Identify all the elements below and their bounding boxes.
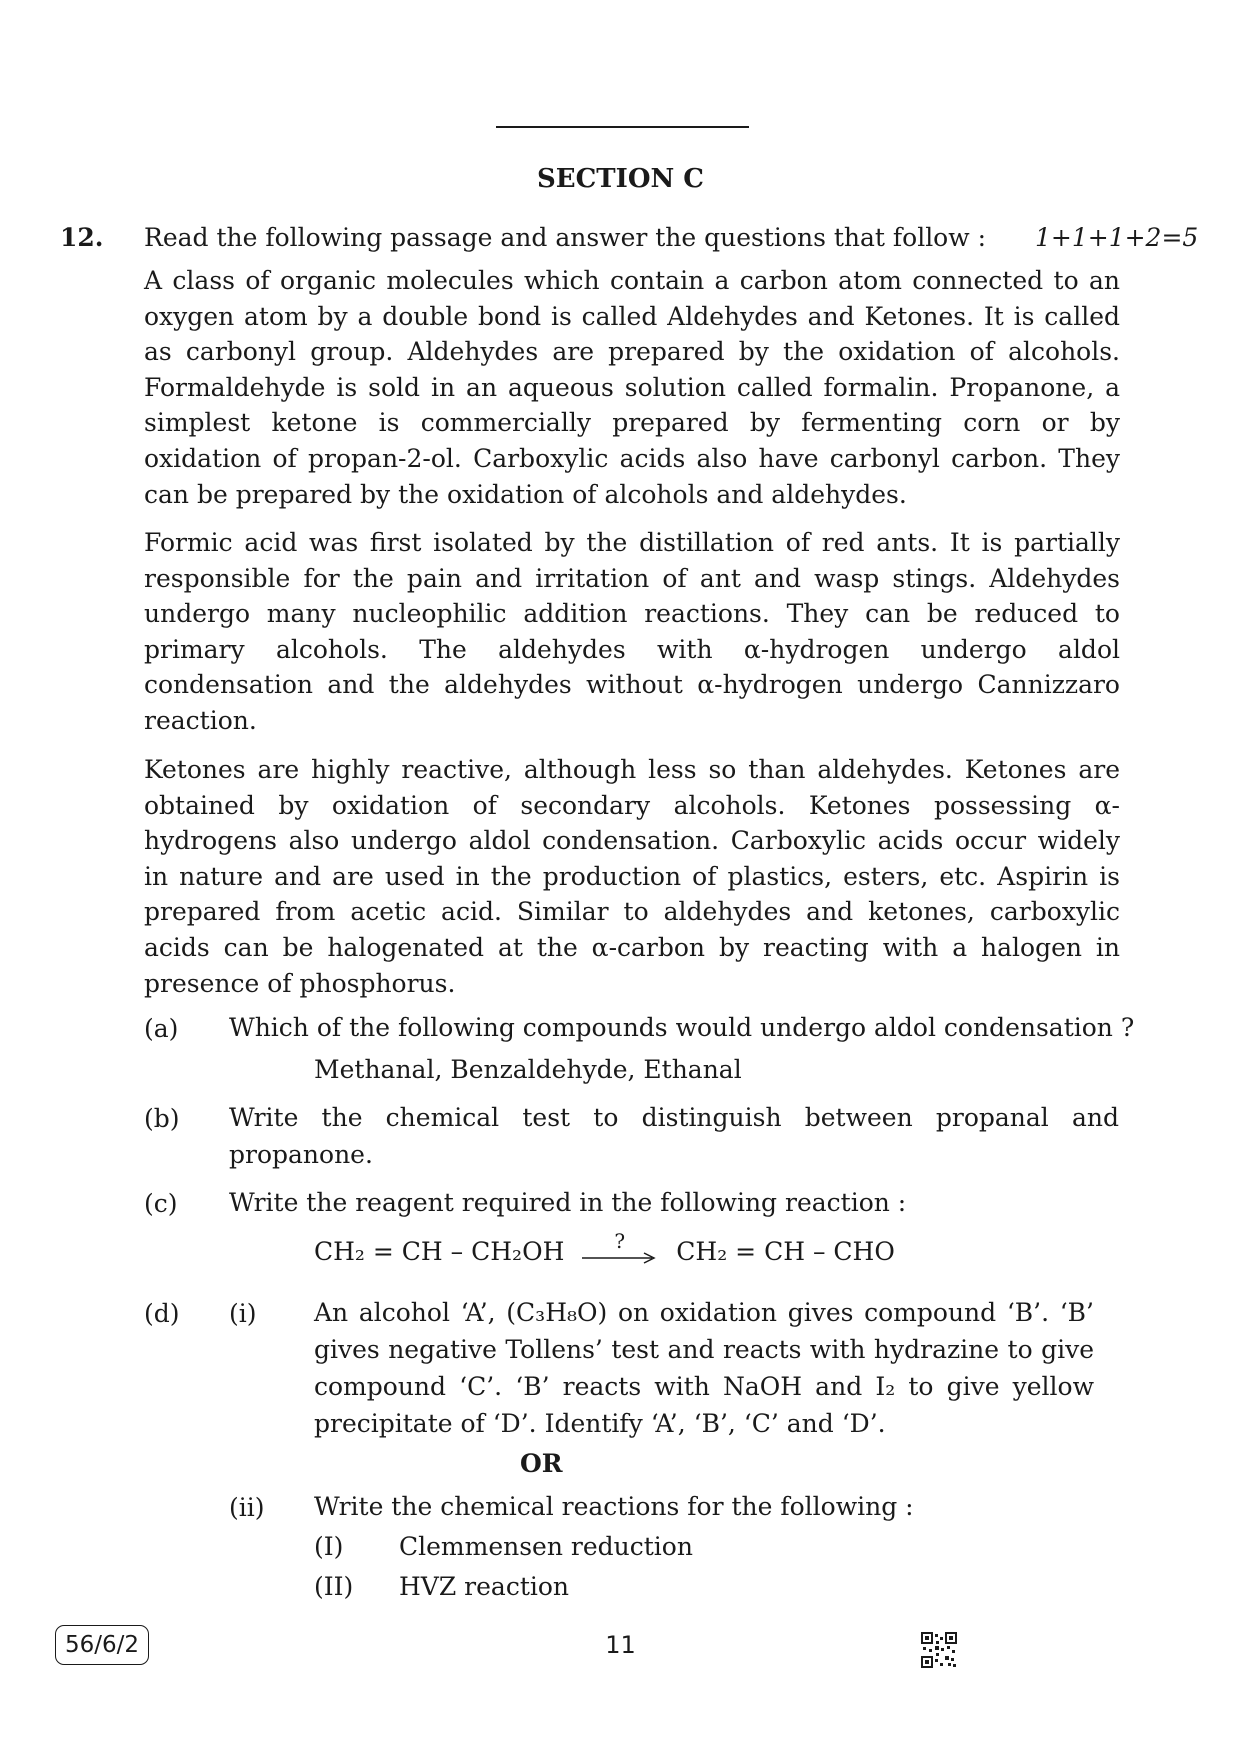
reaction-arrow bbox=[580, 1228, 660, 1269]
part-d-ii-text: Write the chemical reactions for the following : bbox=[314, 1492, 914, 1521]
reaction-reactant: CH₂ = CH – CH₂OH bbox=[314, 1237, 565, 1266]
part-d-i-text: An alcohol ‘A’, (C₃H₈O) on oxidation gives compound ‘B’. ‘B’ gives negative Tollens’ test and reacts with hydrazine to give compound ‘C’. ‘B’ reacts with NaOH and I₂ to give yellow precipitate of ‘D’. Identify ‘A’, ‘B’, ‘C’ and ‘D’. bbox=[314, 1298, 1094, 1438]
reaction-product: CH₂ = CH – CHO bbox=[676, 1237, 895, 1266]
page-number: 11 bbox=[605, 1631, 636, 1659]
or-separator: OR bbox=[520, 1449, 563, 1478]
part-b-text: Write the chemical test to distinguish between propanal and propanone. bbox=[229, 1103, 1119, 1169]
part-a-options: Methanal, Benzaldehyde, Ethanal bbox=[314, 1055, 742, 1084]
part-a-text: Which of the following compounds would undergo aldol condensation ? bbox=[229, 1013, 1135, 1042]
sub-item-label: (II) bbox=[314, 1572, 354, 1601]
part-a-label: (a) bbox=[144, 1014, 179, 1043]
sub-item-label: (I) bbox=[314, 1532, 344, 1561]
question-intro: Read the following passage and answer the questions that follow : bbox=[144, 223, 987, 252]
question-number: 12. bbox=[60, 223, 104, 252]
arrow-icon bbox=[580, 1239, 660, 1269]
part-c-label: (c) bbox=[144, 1189, 178, 1218]
reaction-arrow-label: ? bbox=[614, 1228, 626, 1253]
qr-code-icon bbox=[921, 1632, 957, 1668]
part-d-label: (d) bbox=[144, 1299, 180, 1328]
paper-code-badge: 56/6/2 bbox=[55, 1625, 149, 1665]
section-title: SECTION C bbox=[537, 164, 704, 194]
passage-paragraph-2: Formic acid was first isolated by the distillation of red ants. It is partially responsible for the pain and irritation of ant and wasp stings. Aldehydes undergo many nucleophilic addition reactions. They can be reduced to primary alcohols. The aldehydes with α-hydrogen undergo aldol condensation and the aldehydes without α-hydrogen undergo Cannizzaro reaction. bbox=[144, 528, 1120, 735]
passage-paragraph-1: A class of organic molecules which contain a carbon atom connected to an oxygen atom by a double bond is called Aldehydes and Ketones. It is called as carbonyl group. Aldehydes are prepared by the oxidation of alcohols. Formaldehyde is sold in an aqueous solution called formalin. Propanone, a simplest ketone is commercially prepared by fermenting corn or by oxidation of propan-2-ol. Carboxylic acids also have carbonyl carbon. They can be prepared by the oxidation of alcohols and aldehydes. bbox=[144, 266, 1120, 509]
reaction-equation bbox=[314, 1228, 895, 1270]
part-d-ii-label: (ii) bbox=[229, 1493, 265, 1522]
part-d-i-label: (i) bbox=[229, 1299, 257, 1328]
sub-item-text: Clemmensen reduction bbox=[399, 1532, 693, 1561]
header-rule bbox=[496, 126, 749, 128]
sub-item-text: HVZ reaction bbox=[399, 1572, 570, 1601]
part-c-text: Write the reagent required in the following reaction : bbox=[229, 1188, 907, 1217]
part-b-label: (b) bbox=[144, 1104, 180, 1133]
question-marks: 1+1+1+2=5 bbox=[1035, 223, 1199, 252]
passage-paragraph-3: Ketones are highly reactive, although less so than aldehydes. Ketones are obtained by oxidation of secondary alcohols. Ketones possessing α-hydrogens also undergo aldol condensation. Carboxylic acids occur widely in nature and are used in the production of plastics, esters, etc. Aspirin is prepared from acetic acid. Similar to aldehydes and ketones, carboxylic acids can be halogenated at the α-carbon by reacting with a halogen in presence of phosphorus. bbox=[144, 755, 1120, 998]
